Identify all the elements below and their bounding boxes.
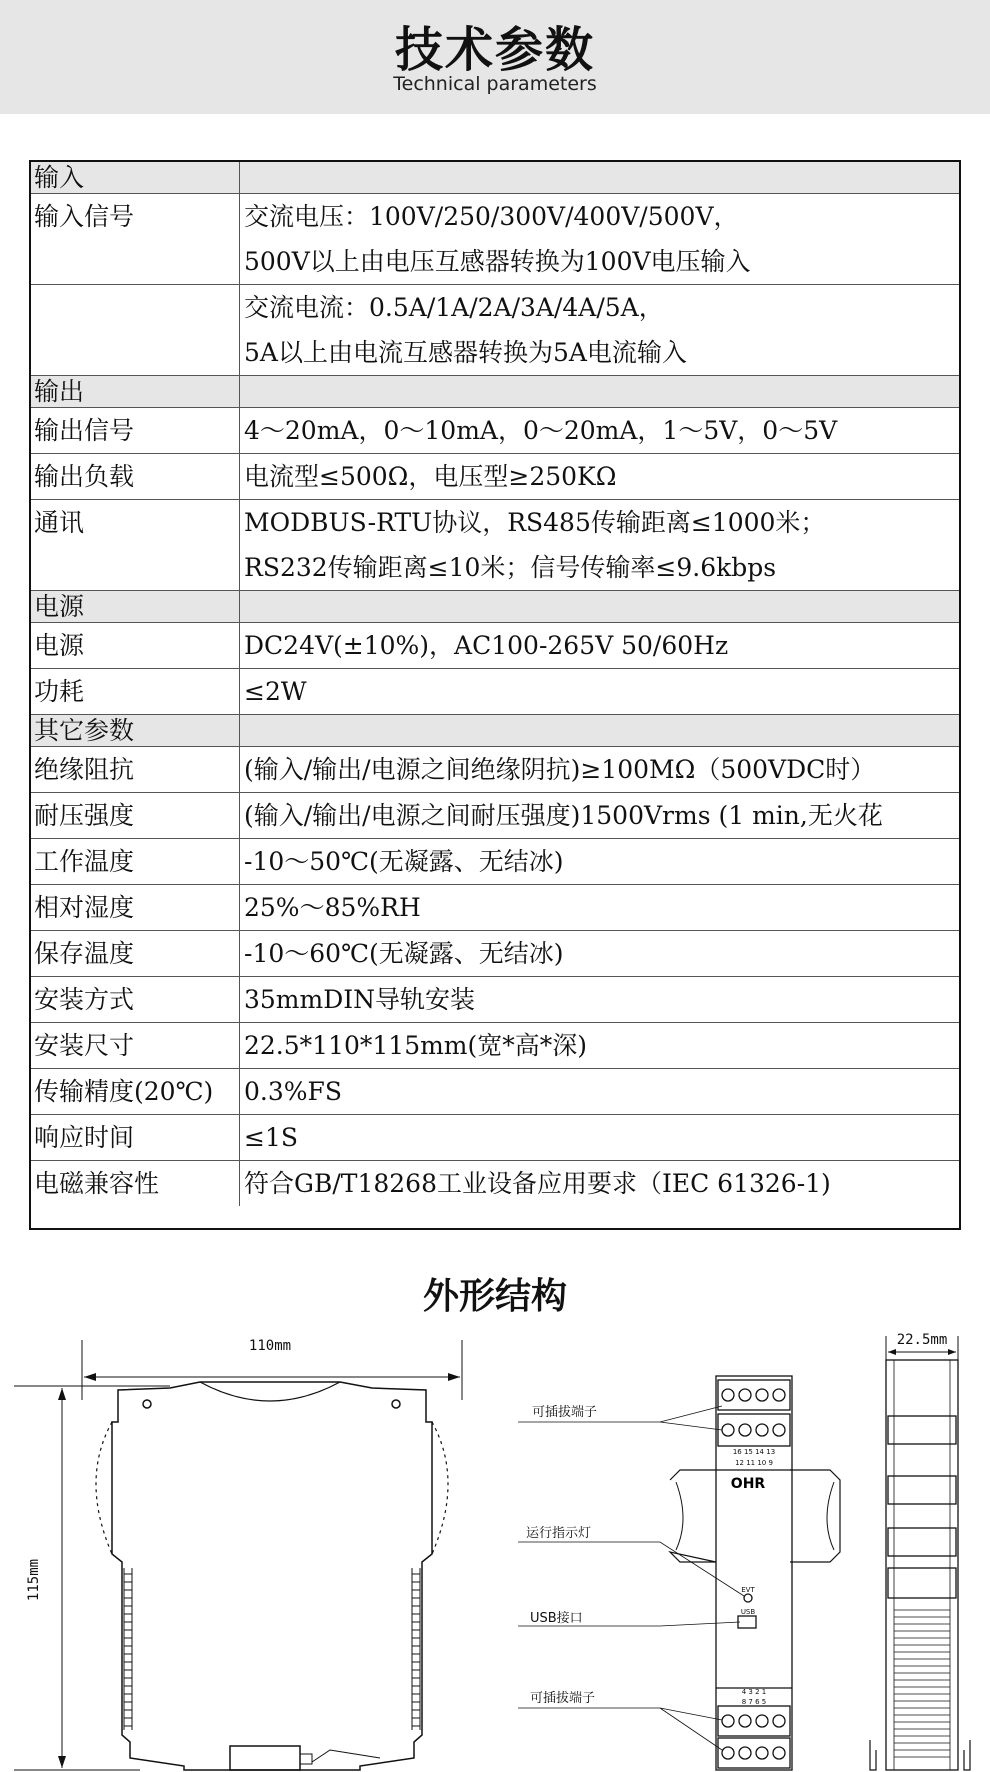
side-view	[870, 1336, 970, 1770]
param-row	[31, 1069, 959, 1115]
param-value	[240, 408, 960, 454]
param-row	[31, 194, 959, 285]
terminal-bottom-row1: 4 3 2 1	[741, 1688, 767, 1696]
parameters-table	[29, 160, 961, 1230]
param-value-line: (输入/输出/电源之间绝缘阴抗)≥100MΩ（500VDC时）	[244, 755, 876, 784]
param-value-line: 35mmDIN导轨安装	[244, 985, 476, 1014]
param-value-line: 25%～85%RH	[244, 893, 421, 922]
param-value	[240, 977, 960, 1023]
param-value	[240, 747, 960, 793]
param-row	[31, 500, 959, 591]
page-title: 技术参数	[394, 22, 595, 78]
module-front	[670, 1376, 840, 1770]
param-value	[240, 500, 960, 591]
front-view	[14, 1340, 462, 1770]
param-value	[240, 591, 960, 623]
param-row	[31, 839, 959, 885]
param-value	[240, 376, 960, 408]
param-value-line: 4～20mA，0～10mA，0～20mA，1～5V，0～5V	[244, 416, 838, 445]
param-row	[31, 669, 959, 715]
structure-title: 外形结构	[422, 1276, 567, 1317]
param-value-line: 电流型≤500Ω，电压型≥250KΩ	[244, 462, 617, 491]
param-label: 安装方式	[31, 977, 240, 1023]
param-label: 输出负载	[31, 454, 240, 500]
param-value-line: 交流电压：100V/250/300V/400V/500V，	[244, 202, 739, 231]
param-row	[31, 1023, 959, 1069]
section-label: 输出	[31, 376, 240, 408]
param-value	[240, 839, 960, 885]
param-label: 功耗	[31, 669, 240, 715]
param-value-line: -10～50℃(无凝露、无结冰)	[244, 847, 564, 876]
param-value	[240, 285, 960, 376]
page-subtitle: Technical parameters	[393, 73, 597, 95]
param-label: 响应时间	[31, 1115, 240, 1161]
param-row	[31, 885, 959, 931]
param-value-line: 5A以上由电流互感器转换为5A电流输入	[244, 338, 687, 367]
param-value	[240, 793, 960, 839]
param-label: 传输精度(20℃)	[31, 1069, 240, 1115]
param-row	[31, 623, 959, 669]
param-value	[240, 454, 960, 500]
brand-logo: OHR	[730, 1476, 766, 1492]
param-value	[240, 1023, 960, 1069]
param-value-line: 交流电流：0.5A/1A/2A/3A/4A/5A，	[244, 293, 664, 322]
param-label: 电源	[31, 623, 240, 669]
param-label: 保存温度	[31, 931, 240, 977]
param-label: 相对湿度	[31, 885, 240, 931]
terminal-top-row2: 12 11 10 9	[735, 1459, 773, 1467]
section-row	[31, 162, 959, 194]
side-width-dimension: 22.5mm	[896, 1332, 948, 1348]
param-value-line: ≤2W	[244, 677, 307, 706]
param-value-line: (输入/输出/电源之间耐压强度)1500Vrms (1 min,无火花	[244, 801, 883, 830]
terminal-top-row1: 16 15 14 13	[732, 1448, 776, 1456]
param-row	[31, 793, 959, 839]
section-label: 输入	[31, 162, 240, 194]
callout-terminal-top: 可插拔端子	[532, 1405, 598, 1420]
param-value	[240, 162, 960, 194]
section-row	[31, 591, 959, 623]
param-row	[31, 285, 959, 376]
param-value	[240, 623, 960, 669]
callout-usb: USB接口	[530, 1611, 583, 1626]
param-value	[240, 194, 960, 285]
terminal-bottom-row2: 8 7 6 5	[741, 1698, 767, 1706]
width-dimension: 110mm	[248, 1338, 292, 1354]
param-label: 工作温度	[31, 839, 240, 885]
param-value-line: 0.3%FS	[244, 1077, 342, 1106]
callout-led: 运行指示灯	[526, 1526, 592, 1541]
param-value	[240, 669, 960, 715]
param-row	[31, 1115, 959, 1161]
usb-label: USB	[740, 1608, 756, 1616]
section-row	[31, 376, 959, 408]
param-label: 安装尺寸	[31, 1023, 240, 1069]
param-value-line: ≤1S	[244, 1123, 298, 1152]
param-row	[31, 408, 959, 454]
structure-drawing	[0, 1330, 990, 1772]
param-value	[240, 1115, 960, 1161]
parameters-table-body	[31, 162, 959, 1206]
param-label: 输出信号	[31, 408, 240, 454]
param-label: 输入信号	[31, 194, 240, 285]
section-label: 电源	[31, 591, 240, 623]
param-label: 电磁兼容性	[31, 1161, 240, 1207]
header-banner	[0, 0, 990, 114]
led-label: EVT	[741, 1586, 755, 1594]
callout-terminal-bottom: 可插拔端子	[530, 1691, 596, 1706]
param-value	[240, 715, 960, 747]
section-label: 其它参数	[31, 715, 240, 747]
param-row	[31, 747, 959, 793]
param-value-line: 500V以上由电压互感器转换为100V电压输入	[244, 247, 751, 276]
param-value-line: MODBUS-RTU协议，RS485传输距离≤1000米；	[244, 508, 826, 537]
param-label: 耐压强度	[31, 793, 240, 839]
param-value-line: DC24V(±10%)，AC100-265V 50/60Hz	[244, 631, 729, 660]
param-value-line: RS232传输距离≤10米；信号传输率≤9.6kbps	[244, 553, 777, 582]
param-label: 通讯	[31, 500, 240, 591]
param-label: 绝缘阻抗	[31, 747, 240, 793]
param-row	[31, 1161, 959, 1207]
height-dimension: 115mm	[26, 1558, 42, 1602]
section-row	[31, 715, 959, 747]
param-value-line: -10～60℃(无凝露、无结冰)	[244, 939, 564, 968]
param-label	[31, 285, 240, 376]
param-value-line: 22.5*110*115mm(宽*高*深)	[244, 1031, 588, 1060]
param-value	[240, 885, 960, 931]
param-value	[240, 931, 960, 977]
param-row	[31, 977, 959, 1023]
param-value	[240, 1069, 960, 1115]
param-row	[31, 931, 959, 977]
param-row	[31, 454, 959, 500]
param-value-line: 符合GB/T18268工业设备应用要求（IEC 61326-1)	[244, 1169, 831, 1198]
param-value	[240, 1161, 960, 1207]
